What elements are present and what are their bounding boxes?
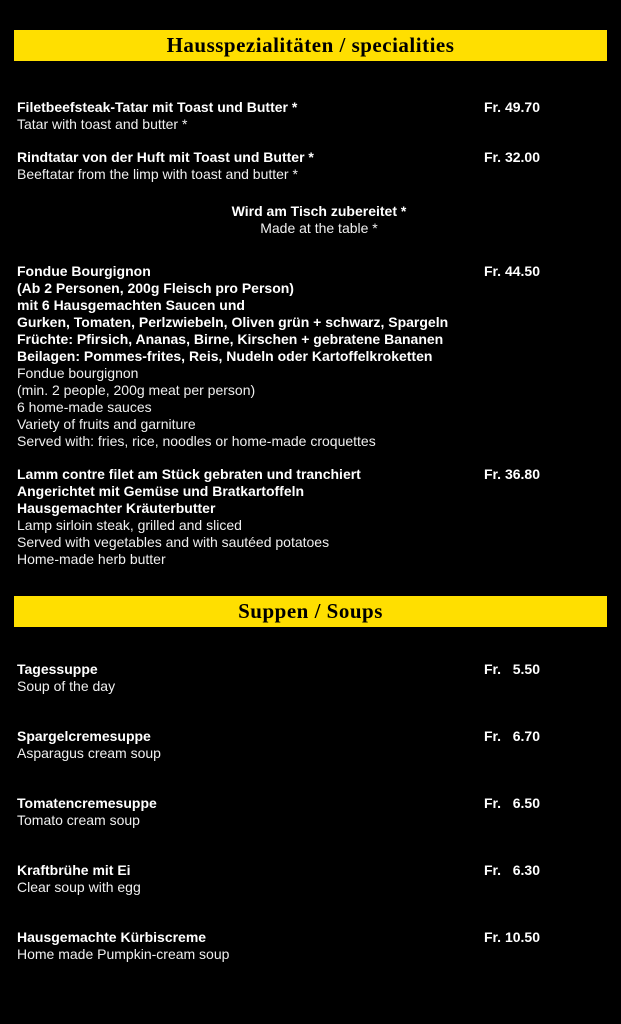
menu-item [17, 728, 621, 762]
menu-item [17, 795, 621, 829]
item-name-de: Spargelcremesuppe [17, 728, 151, 744]
section-header-specialities [14, 30, 607, 61]
item-name-de: Tomatencremesuppe [17, 795, 157, 811]
item-name-de: Beilagen: Pommes-frites, Reis, Nudeln oder Kartoffelkroketten [17, 348, 433, 364]
section-title-soups: Suppen / Soups [238, 599, 383, 623]
item-name-de: mit 6 Hausgemachten Saucen und [17, 297, 245, 313]
item-description-en: Served with vegetables and with sautéed potatoes [17, 534, 330, 550]
section-items-specialities [0, 61, 621, 568]
item-name-de: Früchte: Pfirsich, Ananas, Birne, Kirschen + gebratene Bananen [17, 331, 444, 347]
item-name-de: Rindtatar von der Huft mit Toast und Butter * [17, 149, 314, 165]
item-description-en: Soup of the day [17, 678, 116, 694]
item-name-de: Tagessuppe [17, 661, 98, 677]
item-price: Fr. 32.00 [483, 149, 540, 165]
item-name-de: Fondue Bourgignon [17, 263, 151, 279]
item-description-en: Home made Pumpkin-cream soup [17, 946, 230, 962]
item-description-en: Tatar with toast and butter * [17, 116, 188, 132]
item-name-de: Lamm contre filet am Stück gebraten und tranchiert [17, 466, 361, 482]
item-price: Fr. 6.50 [483, 795, 540, 811]
section-soups [0, 596, 621, 963]
item-name-de: (Ab 2 Personen, 200g Fleisch pro Person) [17, 280, 294, 296]
item-name-de: Kraftbrühe mit Ei [17, 862, 131, 878]
menu-item [17, 263, 621, 450]
item-name-de: Filetbeefsteak-Tatar mit Toast und Butter * [17, 99, 298, 115]
section-title-specialities: Hausspezialitäten / specialities [166, 33, 455, 57]
item-price: Fr. 49.70 [483, 99, 540, 115]
item-description-en: Clear soup with egg [17, 879, 141, 895]
item-name-de: Angerichtet mit Gemüse und Bratkartoffeln [17, 483, 305, 499]
item-name-de: Hausgemachte Kürbiscreme [17, 929, 207, 945]
item-price: Fr. 6.70 [483, 728, 540, 744]
item-price: Fr. 5.50 [483, 661, 540, 677]
item-price: Fr. 36.80 [483, 466, 540, 482]
menu-item [17, 149, 621, 183]
section-specialities [0, 30, 621, 568]
item-description-en: Tomato cream soup [17, 812, 140, 828]
item-description-en: 6 home-made sauces [17, 399, 152, 415]
menu-item [17, 661, 621, 695]
menu-note [17, 203, 621, 237]
item-description-en: Variety of fruits and garniture [17, 416, 196, 432]
item-price: Fr. 6.30 [483, 862, 540, 878]
item-description-en: Fondue bourgignon [17, 365, 139, 381]
item-description-en: Lamp sirloin steak, grilled and sliced [17, 517, 242, 533]
section-items-soups [0, 627, 621, 963]
menu-item [17, 929, 621, 963]
menu-item [17, 862, 621, 896]
section-header-soups [14, 596, 607, 627]
item-description-en: Home-made herb butter [17, 551, 166, 567]
item-description-en: Asparagus cream soup [17, 745, 161, 761]
item-name-de: Hausgemachter Kräuterbutter [17, 500, 216, 516]
menu-item [17, 99, 621, 133]
menu-item [17, 466, 621, 568]
item-description-en: Beeftatar from the limp with toast and butter * [17, 166, 298, 182]
item-price: Fr. 10.50 [483, 929, 540, 945]
item-name-de: Gurken, Tomaten, Perlzwiebeln, Oliven grün + schwarz, Spargeln [17, 314, 449, 330]
item-description-en: (min. 2 people, 200g meat per person) [17, 382, 256, 398]
item-name-de: Wird am Tisch zubereitet * [231, 203, 407, 219]
item-description-en: Made at the table * [260, 220, 378, 236]
item-price: Fr. 44.50 [483, 263, 540, 279]
item-description-en: Served with: fries, rice, noodles or home-made croquettes [17, 433, 376, 449]
